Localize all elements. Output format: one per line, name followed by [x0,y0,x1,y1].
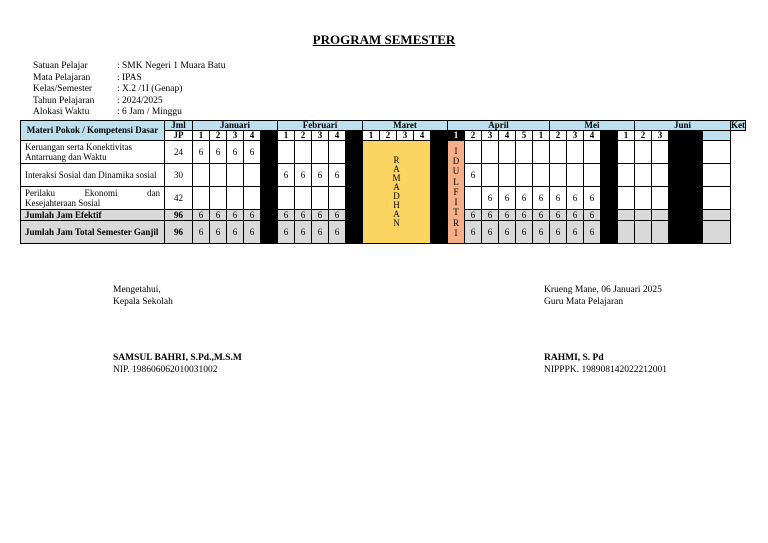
week-value [618,141,635,164]
week-value [584,164,601,187]
idul-fitri-letter: T [453,207,459,218]
week-value: 6 [329,164,346,187]
month-april: April [448,121,550,131]
week-cell: 2 [210,131,227,141]
week-value: 6 [567,221,584,244]
week-cell: 2 [550,131,567,141]
week-value [482,164,499,187]
idul-fitri-letter: U [452,166,460,177]
header-jml: Jml [165,121,193,131]
blocked-cell [261,141,278,244]
week-value: 6 [499,210,516,221]
week-value [482,141,499,164]
week-value [499,164,516,187]
week-value: 6 [329,221,346,244]
row-label: Jumlah Jam Efektif [21,210,165,221]
idul-fitri-letter: F [453,186,459,197]
row-jp: 42 [165,187,193,210]
week-value [533,164,550,187]
week-value: 6 [227,141,244,164]
week-value: 6 [533,187,550,210]
ket-cell [703,210,731,221]
ket-cell [703,131,731,141]
ramadhan-letter: R [393,155,400,165]
week-value: 6 [465,210,482,221]
info-label: Alokasi Waktu [33,107,90,118]
signature-left-line2: Kepala Sekolah [113,296,173,307]
blocked-cell [686,131,703,141]
week-cell: 4 [329,131,346,141]
week-value: 6 [533,221,550,244]
idul-fitri-letter: I [454,146,458,157]
week-value: 6 [482,210,499,221]
week-value [210,187,227,210]
row-jp: 30 [165,164,193,187]
row-label: Jumlah Jam Total Semester Ganjil [21,221,165,244]
week-value [278,141,295,164]
ramadhan-letter: M [392,173,401,183]
month-juni: Juni [635,121,731,131]
week-value: 6 [482,221,499,244]
week-value [329,141,346,164]
document-title: PROGRAM SEMESTER [312,32,456,47]
week-value: 6 [295,164,312,187]
week-value: 6 [244,210,261,221]
week-cell: 3 [652,131,669,141]
blocked-cell [601,131,618,141]
signature-left-line1: Mengetahui, [113,285,161,295]
week-value [516,164,533,187]
week-value [312,141,329,164]
week-value: 6 [312,221,329,244]
header-ket: Ket [731,120,745,130]
week-value [550,164,567,187]
week-value [635,221,652,244]
week-value [278,187,295,210]
info-label: Satuan Pelajar [33,61,88,71]
week-value: 6 [499,221,516,244]
week-value: 6 [533,210,550,221]
week-value [618,210,635,221]
row-label: Interaksi Sosial dan Dinamika sosial [21,164,165,187]
ramadhan-letter: D [393,191,400,201]
week-value: 6 [210,141,227,164]
week-value [295,141,312,164]
header-materi: Materi Pokok / Kompetensi Dasar [21,121,165,141]
signature-right-name-block [544,353,667,376]
signature-right-name: RAHMI, S. Pd [544,353,604,363]
week-value: 6 [295,221,312,244]
signature-right-nip: NIPPPK. 198908142022212001 [544,364,667,375]
week-value [550,141,567,164]
month-mei: Mei [550,121,635,131]
week-value [584,141,601,164]
program-semester-table [20,120,746,244]
info-value: : 2024/2025 [117,95,163,106]
row-label-part: Kesejahteraan Sosial [25,198,101,208]
week-cell: 2 [635,131,652,141]
week-value [312,187,329,210]
week-value: 6 [584,187,601,210]
week-value [652,221,669,244]
ramadhan-letter: A [393,164,400,174]
row-jp: 24 [165,141,193,164]
blocked-cell [431,141,448,244]
week-value [635,210,652,221]
idul-fitri-block [448,141,465,244]
week-value: 6 [210,221,227,244]
ket-cell [703,221,731,244]
week-value [635,141,652,164]
ramadhan-letter: A [393,209,400,219]
week-value [567,141,584,164]
blocked-cell [346,131,363,141]
signature-left-name-block [113,353,242,376]
week-value: 6 [244,141,261,164]
blocked-cell [686,141,703,244]
ramadhan-text [363,156,430,228]
week-value [618,164,635,187]
week-value: 6 [210,210,227,221]
info-block [33,61,225,119]
row-label [21,187,165,210]
week-value [295,187,312,210]
week-value [618,187,635,210]
info-value: : SMK Negeri 1 Muara Batu [117,61,226,71]
week-value [499,141,516,164]
week-value [652,141,669,164]
week-value [227,187,244,210]
week-cell: 3 [312,131,329,141]
week-value: 6 [244,221,261,244]
week-cell: 2 [295,131,312,141]
blocked-cell [601,141,618,244]
week-value [465,141,482,164]
info-value: : IPAS [117,72,142,83]
week-value [652,187,669,210]
week-cell: 4 [244,131,261,141]
signature-left-nip: NIP. 198606062010031002 [113,364,218,375]
idul-fitri-letter: D [452,156,460,167]
blocked-cell [431,131,448,141]
week-value: 6 [193,221,210,244]
week-value [227,164,244,187]
info-label: Kelas/Semester [33,84,93,95]
info-label: Tahun Pelajaran [33,95,95,106]
week-value: 6 [550,187,567,210]
week-cell: 1 [278,131,295,141]
week-value: 6 [295,210,312,221]
week-value: 6 [550,210,567,221]
month-maret: Maret [363,121,448,131]
row-label-part: dan [147,188,160,198]
week-value: 6 [584,221,601,244]
week-value: 6 [465,164,482,187]
row-jp: 96 [165,221,193,244]
week-cell: 4 [414,131,431,141]
week-cell: 1 [363,131,380,141]
week-value: 6 [193,141,210,164]
idul-fitri-letter: L [453,176,459,187]
week-value: 6 [584,210,601,221]
week-value [652,210,669,221]
week-cell: 2 [465,131,482,141]
ramadhan-letter: N [393,218,400,228]
idul-fitri-letter: R [452,217,459,228]
signature-right-line1: Krueng Mane, 06 Januari 2025 [544,285,662,295]
ket-cell [703,164,731,187]
week-cell: 1 [448,131,465,141]
week-cell: 3 [567,131,584,141]
blocked-cell [261,131,278,141]
week-value: 6 [516,221,533,244]
week-value: 6 [193,210,210,221]
header-jp: JP [165,131,193,141]
week-value: 6 [550,221,567,244]
week-value: 6 [312,164,329,187]
week-value: 6 [278,221,295,244]
ramadhan-block [363,141,431,244]
signature-right [544,285,662,308]
blocked-cell [669,141,686,244]
info-label: Mata Pelajaran [33,72,91,83]
ramadhan-letter: H [393,200,400,210]
week-value [652,164,669,187]
week-cell: 3 [482,131,499,141]
week-value: 6 [567,210,584,221]
blocked-cell [346,141,363,244]
week-cell: 1 [533,131,550,141]
week-value: 6 [499,187,516,210]
week-value [193,187,210,210]
row-label-part: Perilaku [25,188,55,198]
week-cell: 1 [193,131,210,141]
week-value: 6 [465,221,482,244]
ket-cell [703,187,731,210]
week-cell: 4 [499,131,516,141]
week-cell: 3 [227,131,244,141]
week-value [244,187,261,210]
blocked-cell [669,131,686,141]
week-value [193,164,210,187]
week-value: 6 [329,210,346,221]
week-value: 6 [516,187,533,210]
week-cell: 3 [397,131,414,141]
month-januari: Januari [193,121,278,131]
week-value: 6 [516,210,533,221]
row-label-part: Ekonomi [84,188,118,198]
week-value [329,187,346,210]
week-cell: 2 [380,131,397,141]
week-value: 6 [567,187,584,210]
month-februari: Februari [278,121,363,131]
week-value [465,187,482,210]
week-value [516,141,533,164]
signature-left [113,285,173,308]
week-value: 6 [227,221,244,244]
signature-left-name: SAMSUL BAHRI, S.Pd.,M.S.M [113,353,242,363]
ramadhan-letter: A [393,182,400,192]
row-jp: 96 [165,210,193,221]
info-value: : 6 Jam / Minggu [117,107,182,118]
week-cell: 5 [516,131,533,141]
week-value: 6 [278,164,295,187]
week-value [618,221,635,244]
idul-fitri-letter: I [454,227,458,238]
signature-right-line2: Guru Mata Pelajaran [544,296,624,307]
week-value: 6 [482,187,499,210]
week-value [210,164,227,187]
week-value [244,164,261,187]
week-value: 6 [227,210,244,221]
week-value [533,141,550,164]
idul-fitri-text [448,146,464,238]
info-value: : X.2 /1I (Genap) [117,84,183,95]
week-value [567,164,584,187]
week-cell: 1 [618,131,635,141]
idul-fitri-letter: I [454,197,458,208]
week-value: 6 [312,210,329,221]
week-value [635,164,652,187]
week-value [635,187,652,210]
ket-cell [703,141,731,164]
week-cell: 4 [584,131,601,141]
row-label: Keruangan serta Konektivitas Antarruang dan Waktu [21,141,165,164]
week-value: 6 [278,210,295,221]
